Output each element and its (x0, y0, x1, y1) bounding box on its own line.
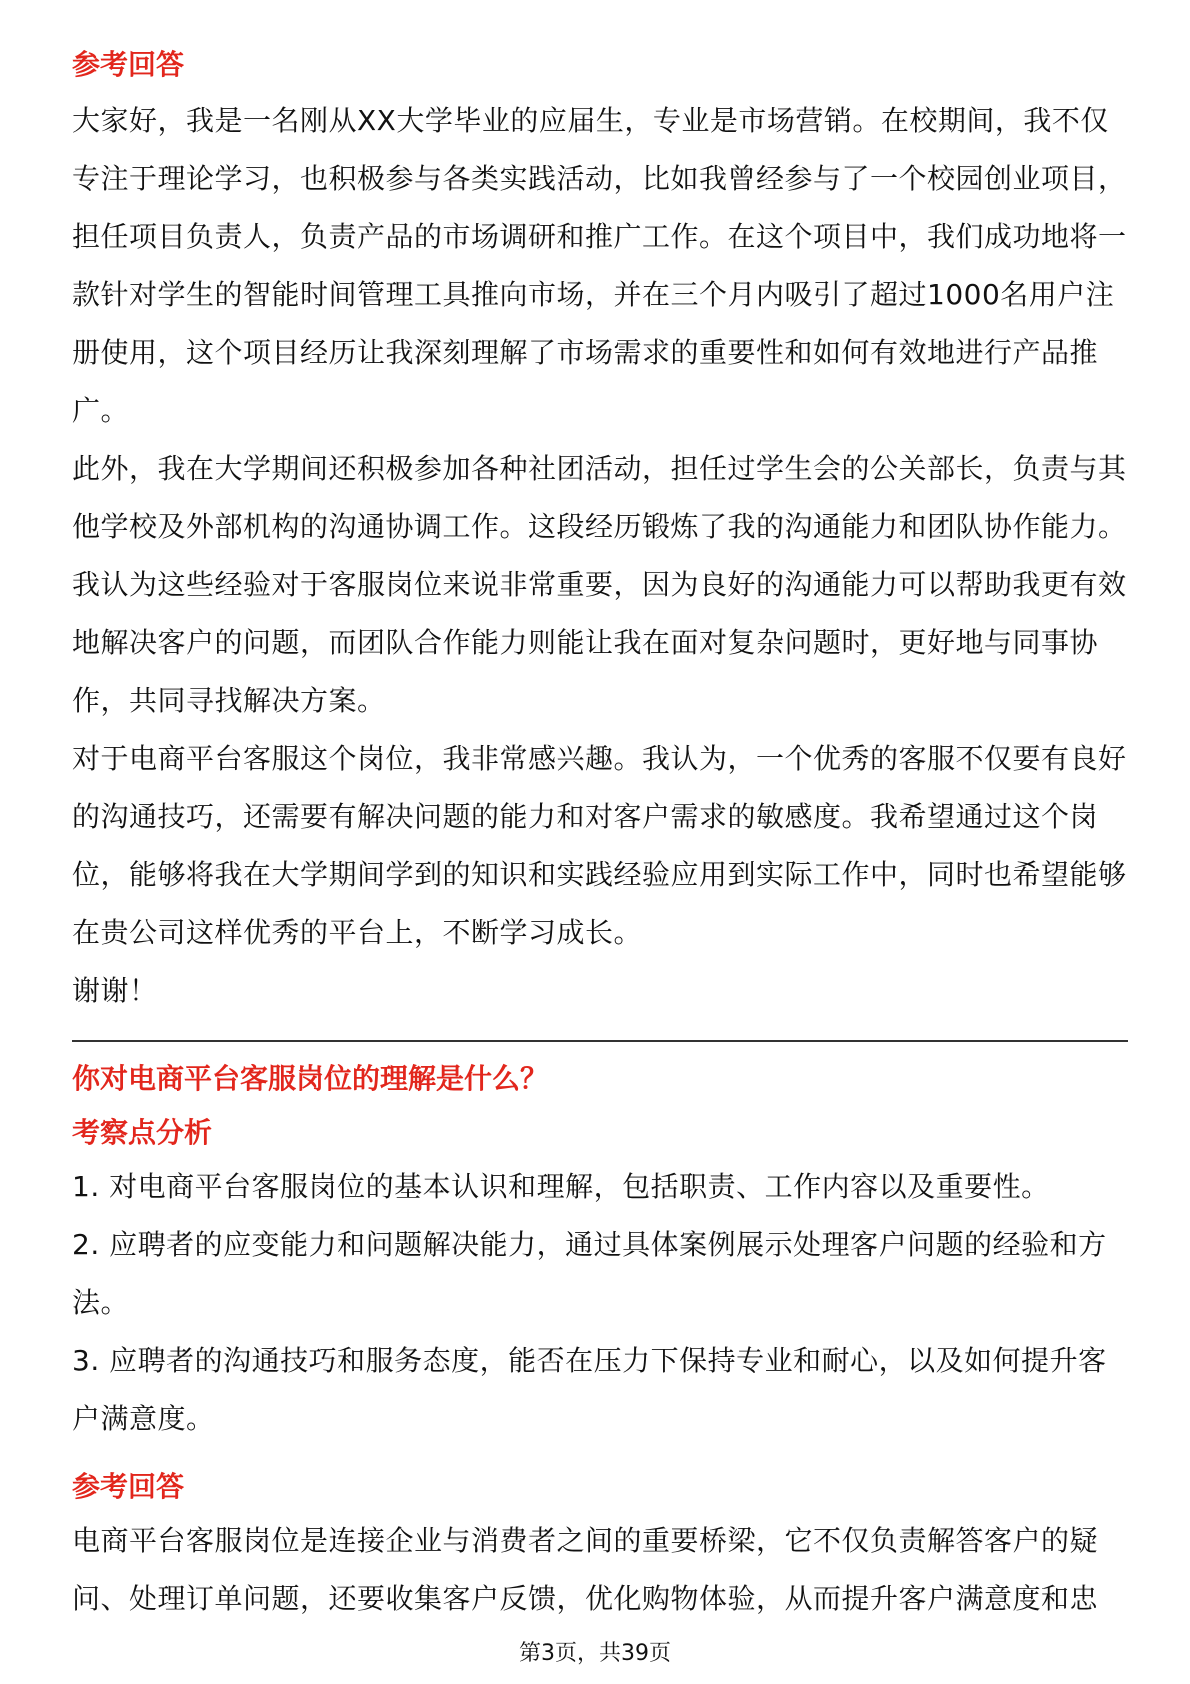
document-page (72, 0, 1128, 1628)
question-heading: 你对电商平台客服岗位的理解是什么？ (72, 1062, 549, 1095)
answer-paragraph: 对于电商平台客服这个岗位，我非常感兴趣。我认为，一个优秀的客服不仅要有良好的沟通技巧，还需要有解决问题的能力和对客户需求的敏感度。我希望通过这个岗位，能够将我在大学期间学到的知识和实践经验应用到实际工作中，同时也希望能够在贵公司这样优秀的平台上，不断学习成长。 (72, 742, 1127, 949)
reference-answer-heading: 参考回答 (72, 48, 185, 81)
analysis-heading: 考察点分析 (72, 1116, 213, 1149)
answer-paragraph: 电商平台客服岗位是连接企业与消费者之间的重要桥梁，它不仅负责解答客户的疑问、处理订单问题，还要收集客户反馈，优化购物体验，从而提升客户满意度和忠 (72, 1524, 1099, 1615)
analysis-item: 2. 应聘者的应变能力和问题解决能力，通过具体案例展示处理客户问题的经验和方法。 (72, 1228, 1107, 1319)
answer-paragraph: 大家好，我是一名刚从XX大学毕业的应届生，专业是市场营销。在校期间，我不仅专注于理论学习，也积极参与各类实践活动，比如我曾经参与了一个校园创业项目，担任项目负责人，负责产品的市场调研和推广工作。在这个项目中，我们成功地将一款针对学生的智能时间管理工具推向市场，并在三个月内吸引了超过1000名用户注册使用，这个项目经历让我深刻理解了市场需求的重要性和如何有效地进行产品推广。 (72, 104, 1127, 427)
analysis-item: 3. 应聘者的沟通技巧和服务态度，能否在压力下保持专业和耐心，以及如何提升客户满意度。 (72, 1344, 1107, 1435)
page-indicator: 第3页，共39页 (519, 1641, 671, 1666)
analysis-item: 1. 对电商平台客服岗位的基本认识和理解，包括职责、工作内容以及重要性。 (72, 1170, 1050, 1203)
answer-paragraph-closing: 谢谢！ (72, 974, 158, 1007)
answer-paragraph: 此外，我在大学期间还积极参加各种社团活动，担任过学生会的公关部长，负责与其他学校及外部机构的沟通协调工作。这段经历锻炼了我的沟通能力和团队协作能力。我认为这些经验对于客服岗位来说非常重要，因为良好的沟通能力可以帮助我更有效地解决客户的问题，而团队合作能力则能让我在面对复杂问题时，更好地与同事协作，共同寻找解决方案。 (72, 452, 1127, 717)
reference-answer-heading: 参考回答 (72, 1470, 185, 1503)
